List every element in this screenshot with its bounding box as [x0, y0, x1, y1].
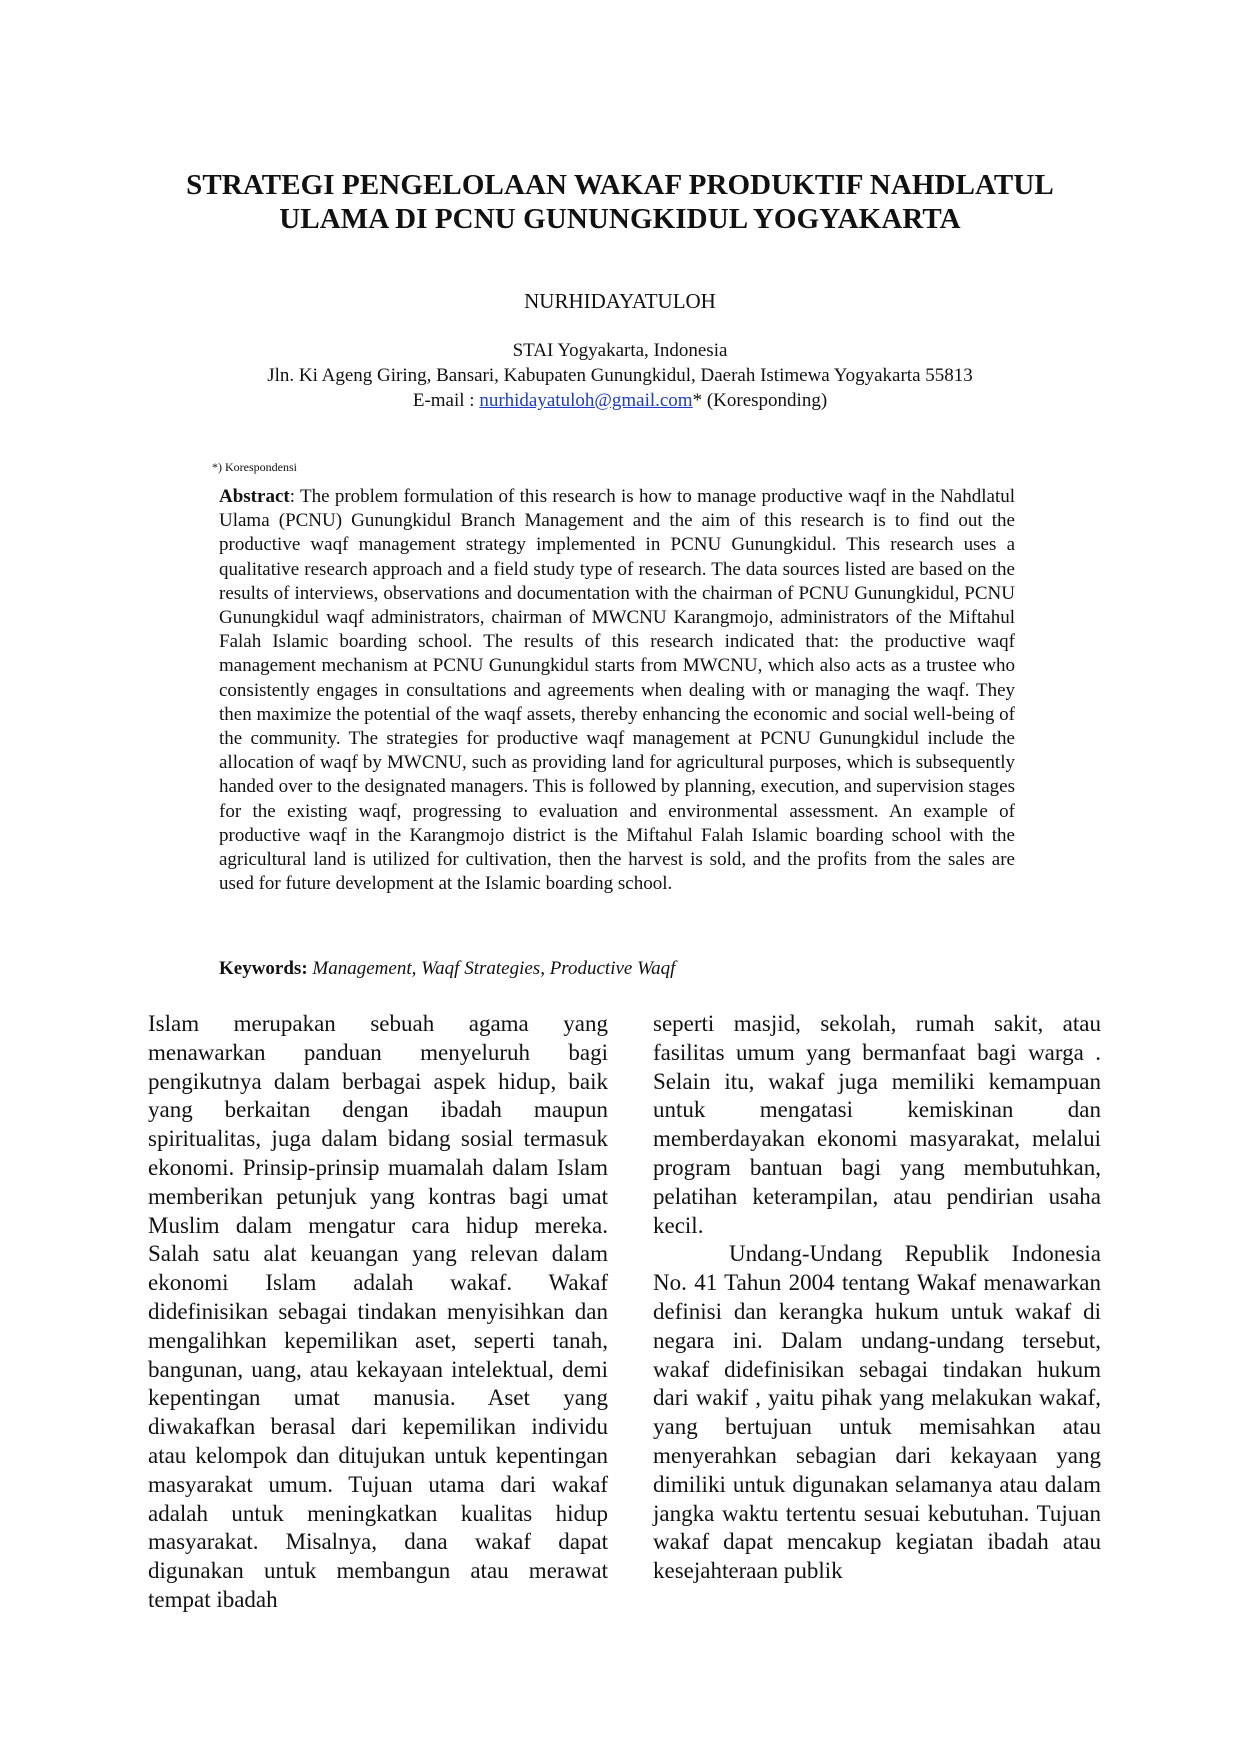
paper-title: [130, 168, 1110, 236]
body-column-left: [148, 1010, 608, 1615]
title-line-1: STRATEGI PENGELOLAAN WAKAF PRODUKTIF NAHDLATUL: [186, 169, 1054, 201]
author-name: NURHIDAYATULOH: [524, 289, 716, 313]
body-column-right: [653, 1010, 1101, 1586]
address: Jln. Ki Ageng Giring, Bansari, Kabupaten Gunungkidul, Daerah Istimewa Yogyakarta 55813: [267, 365, 973, 386]
abstract-text: : The problem formulation of this research is how to manage productive waqf in the Nahdlatul Ulama (PCNU) Gunungkidul Branch Management and the aim of this research is to find out the productive waqf management strategy implemented in PCNU Gunungkidul. This research uses a qualitative research approach and a field study type of research. The data sources listed are based on the results of interviews, observations and documentation with the chairman of PCNU Gunungkidul, PCNU Gunungkidul waqf administrators, chairman of MWCNU Karangmojo, administrators of the Miftahul Falah Islamic boarding school. The results of this research indicated that: the productive waqf management mechanism at PCNU Gunungkidul starts from MWCNU, which also acts as a trustee who consistently engages in consultations and agreements when dealing with or managing the waqf. They then maximize the potential of the waqf assets, thereby enhancing the economic and social well-being of the community. The strategies for productive waqf management at PCNU Gunungkidul include the allocation of waqf by MWCNU, such as providing land for agricultural purposes, which is subsequently handed over to the designated managers. This is followed by planning, execution, and supervision stages for the existing waqf, progressing to evaluation and environmental assessment. An example of productive waqf in the Karangmojo district is the Miftahul Falah Islamic boarding school with the agricultural land is utilized for cultivation, then the harvest is sold, and the profits from the sales are used for future development at the Islamic boarding school.: [219, 486, 1015, 895]
abstract: [219, 485, 1015, 896]
keywords: [219, 958, 1015, 980]
abstract-label: Abstract: [219, 486, 290, 507]
email-prefix: E-mail :: [412, 390, 480, 411]
affiliation-block: [130, 338, 1110, 413]
email-suffix: * (Koresponding): [692, 390, 828, 411]
keywords-label: Keywords:: [219, 958, 308, 979]
body-paragraph: seperti masjid, sekolah, rumah sakit, atau fasilitas umum yang bermanfaat bagi warga . Selain itu, wakaf juga memiliki kemampuan untuk mengatasi kemiskinan dan memberdayakan ekonomi masyarakat, melalui program bantuan bagi yang membutuhkan, pelatihan keterampilan, atau pendirian usaha kecil.: [653, 1011, 1101, 1238]
email-line: [130, 388, 1110, 413]
body-paragraph: Islam merupakan sebuah agama yang menawarkan panduan menyeluruh bagi pengikutnya dalam berbagai aspek hidup, baik yang berkaitan dengan ibadah maupun spiritualitas, juga dalam bidang sosial termasuk ekonomi. Prinsip-prinsip muamalah dalam Islam memberikan petunjuk yang kontras bagi umat Muslim dalam mengatur cara hidup mereka. Salah satu alat keuangan yang relevan dalam ekonomi Islam adalah wakaf. Wakaf didefinisikan sebagai tindakan menyisihkan dan mengalihkan kepemilikan aset, seperti tanah, bangunan, uang, atau kekayaan intelektual, demi kepentingan umat manusia. Aset yang diwakafkan berasal dari kepemilikan individu atau kelompok dan ditujukan untuk kepentingan masyarakat umum. Tujuan utama dari wakaf adalah untuk meningkatkan kualitas hidup masyarakat. Misalnya, dana wakaf dapat digunakan untuk membangun atau merawat tempat ibadah: [148, 1011, 608, 1612]
email-link[interactable]: nurhidayatuloh@gmail.com: [479, 390, 693, 411]
correspondence-note: *) Korespondensi: [212, 460, 297, 474]
title-line-2: ULAMA DI PCNU GUNUNGKIDUL YOGYAKARTA: [279, 203, 961, 235]
body-paragraph: Undang-Undang Republik Indonesia No. 41 Tahun 2004 tentang Wakaf menawarkan definisi dan kerangka hukum untuk wakaf di negara ini. Dalam undang-undang tersebut, wakaf didefinisikan sebagai tindakan hukum dari wakif , yaitu pihak yang melakukan wakaf, yang bertujuan untuk memisahkan atau menyerahkan sebagian dari kekayaan yang dimiliki untuk digunakan selamanya atau dalam jangka waktu tertentu sesuai kebutuhan. Tujuan wakaf dapat mencakup kegiatan ibadah atau kesejahteraan publik: [653, 1241, 1101, 1584]
keywords-text: Management, Waqf Strategies, Productive Waqf: [307, 958, 676, 979]
affiliation: STAI Yogyakarta, Indonesia: [512, 340, 728, 361]
